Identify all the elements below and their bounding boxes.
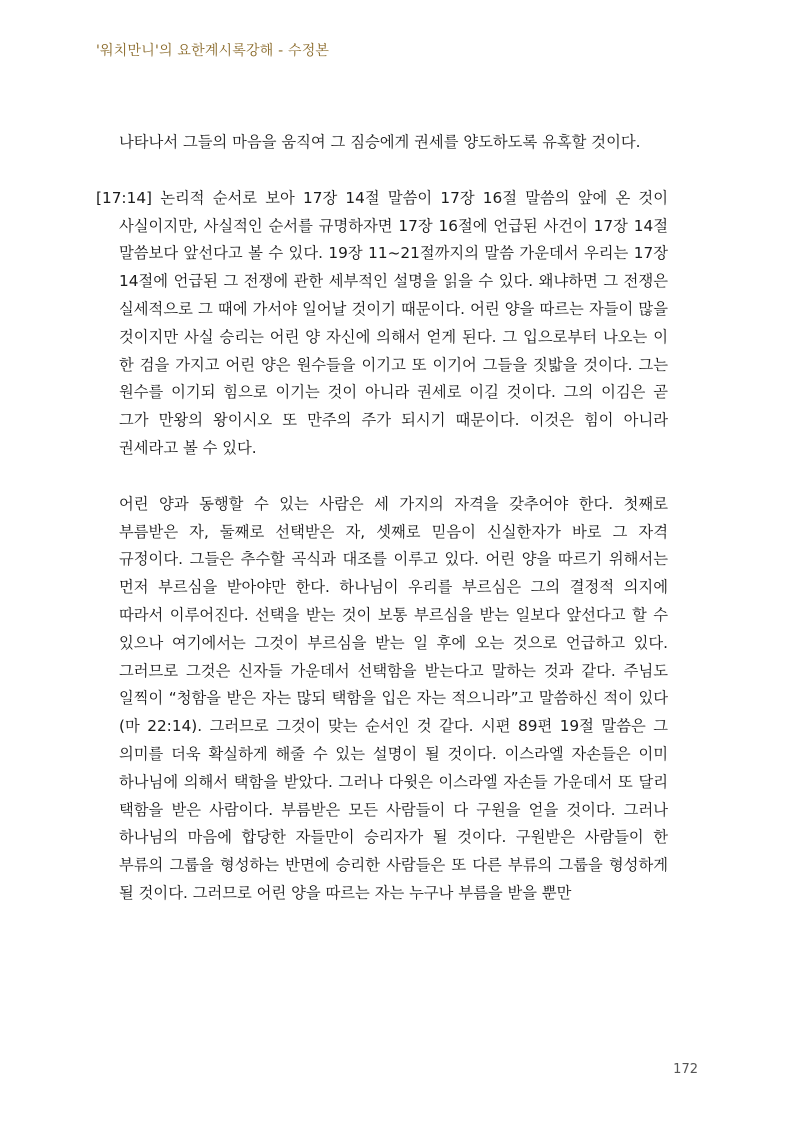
page-body — [96, 129, 668, 908]
running-header-title: '워치만니'의 요한계시록강해 - 수정본 — [96, 43, 330, 59]
paragraph-lamb-companions: 어린 양과 동행할 수 있는 사람은 세 가지의 자격을 갖추어야 한다. 첫째로 부름받은 자, 둘째로 선택받은 자, 셋째로 믿음이 신실한자가 바로 그 자격 규정이다. 그들은 추수할 곡식과 대조를 이루고 있다. 어린 양을 따르기 위해서는 먼저 부르심을 받아야만 한다. 하나님이 우리를 부르심은 그의 결정적 의지에 따라서 이루어진다. 선택을 받는 것이 보통 부르심을 받는 일보다 앞선다고 할 수 있으나 여기에서는 그것이 부르심을 받는 일 후에 오는 것으로 언급하고 있다. 그러므로 그것은 신자들 가운데서 선택함을 받는다고 말하는 것과 같다. 주님도 일찍이 “청함을 받은 자는 많되 택함을 입은 자는 적으니라”고 말씀하신 적이 있다(마 22:14). 그러므로 그것이 맞는 순서인 것 같다. 시편 89편 19절 말씀은 그 의미를 더욱 확실하게 해줄 수 있는 설명이 될 것이다. 이스라엘 자손들은 이미 하나님에 의해서 택함을 받았다. 그러나 다윗은 이스라엘 자손들 가운데서 또 달리 택함을 받은 사람이다. 부름받은 모든 사람들이 다 구원을 얻을 것이다. 그러나 하나님의 마음에 합당한 자들만이 승리자가 될 것이다. 구원받은 사람들이 한 부류의 그룹을 형성하는 반면에 승리한 사람들은 또 다른 부류의 그룹을 형성하게 될 것이다. 그러므로 어린 양을 따르는 자는 누구나 부름을 받을 뿐만 — [119, 494, 668, 902]
page-number: 172 — [673, 1062, 698, 1077]
paragraph-continuation: 나타나서 그들의 마음을 움직여 그 짐승에게 권세를 양도하도록 유혹할 것이다. — [119, 133, 641, 151]
paragraph-verse-17-14: [17:14] 논리적 순서로 보아 17장 14절 말씀이 17장 16절 말씀의 앞에 온 것이 사실이지만, 사실적인 순서를 규명하자면 17장 16절에 언급된 사건이 17장 14절 말씀보다 앞선다고 볼 수 있다. 19장 11~21절까지의 말씀 가운데서 우리는 17장 14절에 언급된 그 전쟁에 관한 세부적인 설명을 읽을 수 있다. 왜냐하면 그 전쟁은 실세적으로 그 때에 가서야 일어날 것이기 때문이다. 어린 양을 따르는 자들이 많을 것이지만 사실 승리는 어린 양 자신에 의해서 얻게 된다. 그 입으로부터 나오는 이 한 검을 가지고 어린 양은 원수들을 이기고 또 이기어 그들을 짓밟을 것이다. 그는 원수를 이기되 힘으로 이기는 것이 아니라 권세로 이길 것이다. 그의 이김은 곧 그가 만왕의 왕이시오 또 만주의 주가 되시기 때문이다. 이것은 힘이 아니라 권세라고 볼 수 있다. — [96, 188, 668, 457]
